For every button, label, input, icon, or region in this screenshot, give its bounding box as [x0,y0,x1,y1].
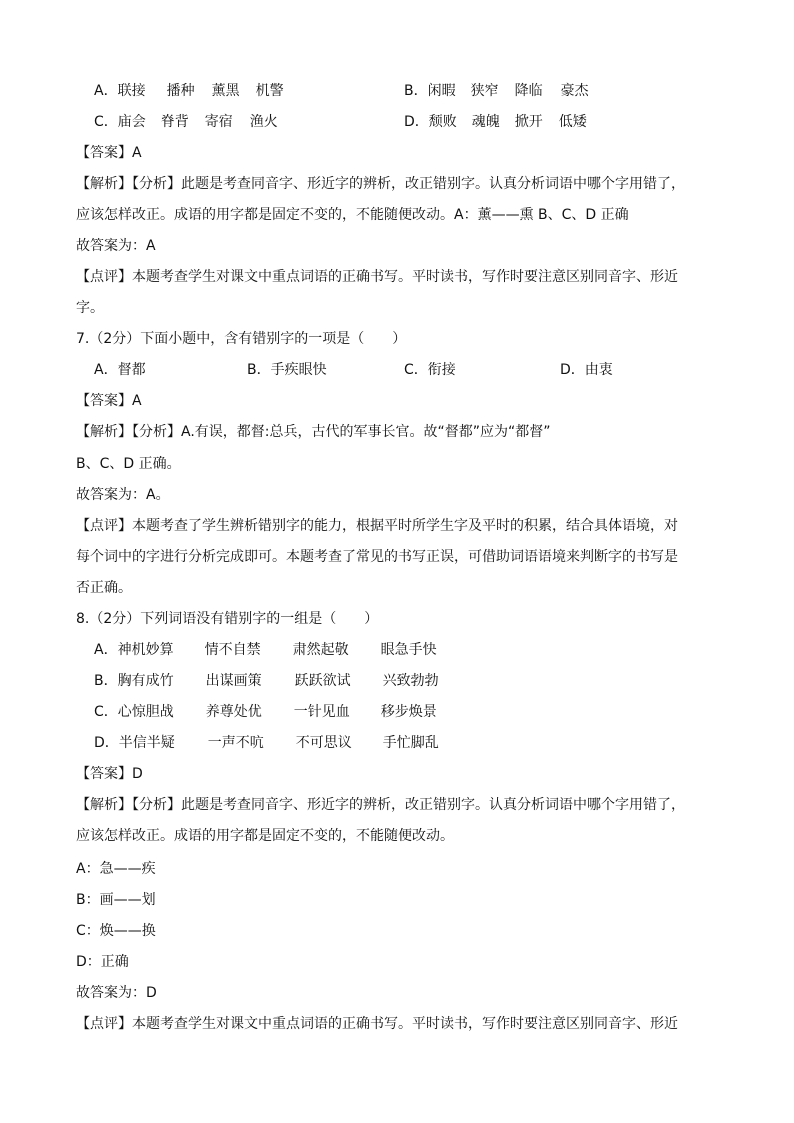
q8-correction-d: D：正确 [76,954,129,970]
q6-analysis-line-2: 应该怎样改正。成语的用字都是固定不变的，不能随便改动。A：薰——熏 B、C、D 正确 [76,207,629,223]
answer-tag: 【答案】 [76,393,132,409]
q8-option-a [94,638,437,662]
option-letter: D． [404,114,429,130]
option-word: 跃跃欲试 [294,673,351,689]
option-word: 颓败 [428,114,457,130]
option-word: 渔火 [249,114,278,130]
q8-conclusion: 故答案为：D [76,985,157,1001]
option-word: 掀开 [514,114,543,130]
q8-correction-a: A：急——疾 [76,861,156,877]
option-word: 低矮 [558,114,587,130]
analysis-tag: 【解析】【分析】 [76,797,181,813]
option-word: 脊背 [160,114,189,130]
option-text: 由衷 [584,362,613,378]
option-word: 肃然起敬 [292,642,349,658]
option-word: 手忙脚乱 [382,735,439,751]
option-word: 一声不吭 [207,735,264,751]
option-letter: C． [404,362,428,378]
option-letter: D． [94,735,119,751]
q6-option-c [94,110,278,134]
q7-comment-line-1 [76,514,678,538]
q8-option-b [94,669,439,693]
q8-answer [76,762,143,786]
option-text: 衔接 [427,362,456,378]
q7-comment-line-2: 每个词中的字进行分析完成即可。本题考查了常见的书写正误，可借助词语语境来判断字的书写是 [76,549,678,565]
option-text: 手疾眼快 [270,362,327,378]
option-word: 神机妙算 [117,642,174,658]
q8-option-c [94,700,437,724]
option-word: 不可思议 [295,735,352,751]
option-word: 庙会 [117,114,146,130]
option-word: 胸有成竹 [117,673,174,689]
analysis-text: 此题是考查同音字、形近字的辨析，改正错别字。认真分析词语中哪个字用错了， [181,797,685,813]
analysis-text: A.有误，都督:总兵，古代的军事长官。故“督都”应为“都督” [181,424,551,440]
option-word: 魂魄 [471,114,500,130]
q6-comment-line-1 [76,265,678,289]
option-word: 降临 [514,83,543,99]
q7-option-a [94,358,146,382]
option-word: 播种 [166,83,195,99]
q7-answer [76,389,142,413]
q7-conclusion: 故答案为：A。 [76,487,170,503]
option-word: 情不自禁 [204,642,261,658]
q8-correction-b: B：画——划 [76,892,156,908]
q7-analysis-line-1 [76,420,551,444]
q8-option-d [94,731,439,755]
answer-value: D [132,766,143,782]
option-word: 半信半疑 [118,735,175,751]
q7-stem: 7.（2分）下面小题中，含有错别字的一项是（ ） [76,331,407,347]
answer-value: A [132,393,142,409]
q6-conclusion: 故答案为：A [76,238,156,254]
option-word: 养尊处优 [205,704,262,720]
analysis-text: 此题是考查同音字、形近字的辨析，改正错别字。认真分析词语中哪个字用错了， [181,176,685,192]
q8-analysis-line-2: 应该怎样改正。成语的用字都是固定不变的，不能随便改动。 [76,828,454,844]
option-letter: B． [94,673,118,689]
comment-text: 本题考查学生对课文中重点词语的正确书写。平时读书，写作时要注意区别同音字、形近 [132,269,678,285]
comment-tag: 【点评】 [76,518,132,534]
option-word: 寄宿 [204,114,233,130]
option-word: 闲暇 [427,83,456,99]
option-letter: B． [247,362,271,378]
q7-comment-line-3: 否正确。 [76,580,132,596]
option-letter: A． [94,362,118,378]
q6-answer [76,141,142,165]
option-word: 眼急手快 [380,642,437,658]
q7-analysis-line-2: B、C、D 正确。 [76,456,181,472]
option-letter: D． [560,362,585,378]
option-word: 薰黑 [211,83,240,99]
q8-correction-c: C：焕——换 [76,923,156,939]
answer-tag: 【答案】 [76,766,132,782]
option-letter: C． [94,704,118,720]
option-word: 心惊胆战 [117,704,174,720]
q7-option-d [560,358,613,382]
option-word: 联接 [117,83,146,99]
q8-stem: 8.（2分）下列词语没有错别字的一组是（ ） [76,611,379,627]
comment-tag: 【点评】 [76,269,132,285]
analysis-tag: 【解析】【分析】 [76,176,181,192]
answer-tag: 【答案】 [76,145,132,161]
option-word: 出谋画策 [205,673,262,689]
q8-analysis-line-1 [76,793,685,817]
q7-option-c [404,358,456,382]
q6-analysis-line-1 [76,172,685,196]
comment-text: 本题考查了学生辨析错别字的能力，根据平时所学生字及平时的积累，结合具体语境，对 [132,518,678,534]
option-letter: A． [94,83,118,99]
option-letter: A． [94,642,118,658]
option-letter: C． [94,114,118,130]
comment-tag: 【点评】 [76,1016,132,1032]
option-word: 移步焕景 [380,704,437,720]
answer-value: A [132,145,142,161]
option-word: 一针见血 [293,704,350,720]
option-word: 兴致勃勃 [382,673,439,689]
q6-option-d [404,110,587,134]
q6-comment-line-2: 字。 [76,300,104,316]
option-word: 豪杰 [560,83,589,99]
q7-option-b [247,358,327,382]
option-word: 机警 [255,83,284,99]
option-word: 狭窄 [470,83,499,99]
comment-text: 本题考查学生对课文中重点词语的正确书写。平时读书，写作时要注意区别同音字、形近 [132,1016,678,1032]
option-letter: B． [404,83,428,99]
q8-comment-line-1 [76,1012,678,1036]
q6-option-b [404,79,589,103]
option-text: 督都 [117,362,146,378]
q6-option-a [94,79,284,103]
analysis-tag: 【解析】【分析】 [76,424,181,440]
